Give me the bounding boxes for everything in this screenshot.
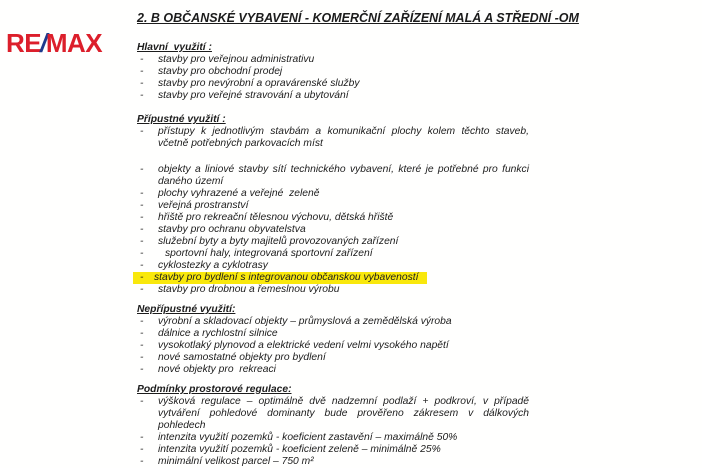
list-item: [137, 444, 529, 456]
list-item: [137, 248, 529, 260]
bullet-dash: -: [140, 272, 144, 283]
item-text: výšková regulace – optimálně dvě nadzemní podlaží + podkroví, v případě vytváření pohledové dominanty bude prověřeno zákresem v dálkových pohledech: [158, 396, 529, 431]
bullet-dash: -: [140, 328, 144, 339]
section: [137, 114, 529, 296]
item-text: intenzita využití pozemků - koeficient zeleně – minimálně 25%: [158, 444, 441, 455]
item-text: minimální velikost parcel – 750 m²: [158, 456, 314, 467]
item-text: stavby pro drobnou a řemeslnou výrobu: [158, 284, 340, 295]
section: [137, 384, 529, 468]
item-text: plochy vyhrazené a veřejné zeleně: [158, 188, 320, 199]
list-item: [137, 284, 529, 296]
bullet-dash: -: [140, 200, 144, 211]
list-item: [137, 200, 529, 212]
bullet-dash: -: [140, 236, 144, 247]
list-item: [137, 188, 529, 200]
item-text: cyklostezky a cyklotrasy: [158, 260, 268, 271]
bullet-dash: -: [140, 126, 144, 137]
item-text: hřiště pro rekreační tělesnou výchovu, dětská hřiště: [158, 212, 394, 223]
item-text: dálnice a rychlostní silnice: [158, 328, 278, 339]
bullet-dash: -: [140, 248, 144, 259]
bullet-dash: -: [140, 224, 144, 235]
item-text: stavby pro bydlení s integrovanou občanskou vybaveností: [154, 272, 419, 283]
bullet-dash: -: [140, 284, 144, 295]
list-item: [137, 328, 529, 340]
sections: [137, 42, 529, 468]
bullet-dash: -: [140, 164, 144, 175]
list-item: [137, 236, 529, 248]
bullet-dash: -: [140, 340, 144, 351]
section-heading: Přípustné využití :: [137, 114, 226, 125]
list-item: [137, 90, 529, 102]
list-item: [137, 54, 529, 66]
item-text: stavby pro ochranu obyvatelstva: [158, 224, 306, 235]
item-text: veřejná prostranství: [158, 200, 249, 211]
list-item: [137, 396, 529, 432]
section-items: [137, 316, 529, 376]
section-items: [137, 126, 529, 296]
document-content: [137, 10, 579, 468]
list-item: [137, 260, 529, 272]
bullet-dash: -: [140, 188, 144, 199]
list-item: [137, 340, 529, 352]
section-items: [137, 54, 529, 102]
section: [137, 304, 529, 376]
bullet-dash: -: [140, 444, 144, 455]
bullet-dash: -: [140, 396, 144, 407]
logo-text-re: RE: [6, 28, 42, 58]
list-item: [137, 78, 529, 90]
section-heading: Podmínky prostorové regulace:: [137, 384, 292, 395]
item-text: objekty a liniové stavby sítí technického vybavení, které je potřebné pro funkci daného území: [158, 164, 529, 187]
list-item: [137, 352, 529, 364]
section: [137, 42, 529, 102]
list-item: [133, 272, 427, 284]
list-item: [137, 212, 529, 224]
bullet-dash: -: [140, 78, 144, 89]
bullet-dash: -: [140, 352, 144, 363]
item-text: vysokotlaký plynovod a elektrické vedení velmi vysokého napětí: [158, 340, 449, 351]
item-text: stavby pro veřejné stravování a ubytování: [158, 90, 349, 101]
bullet-dash: -: [140, 90, 144, 101]
item-text: stavby pro obchodní prodej: [158, 66, 283, 77]
bullet-dash: -: [140, 54, 144, 65]
page-title: 2. B OBČANSKÉ VYBAVENÍ - KOMERČNÍ ZAŘÍZENÍ MALÁ A STŘEDNÍ -OM: [137, 11, 579, 25]
bullet-dash: -: [140, 212, 144, 223]
bullet-dash: -: [140, 456, 144, 467]
item-text: výrobní a skladovací objekty – průmyslová a zemědělská výroba: [158, 316, 452, 327]
list-item: [137, 316, 529, 328]
section-heading: Nepřípustné využití:: [137, 304, 236, 315]
item-text: služební byty a byty majitelů provozovaných zařízení: [158, 236, 399, 247]
item-text: sportovní haly, integrovaná sportovní zařízení: [165, 248, 373, 259]
list-item: [137, 126, 529, 150]
list-item: [137, 66, 529, 78]
list-item: [137, 364, 529, 376]
logo-slash-icon: /: [40, 28, 47, 58]
bullet-dash: -: [140, 364, 144, 375]
bullet-dash: -: [140, 432, 144, 443]
section-items: [137, 396, 529, 468]
bullet-dash: -: [140, 66, 144, 77]
item-text: stavby pro nevýrobní a opravárenské služby: [158, 78, 360, 89]
logo-text-max: MAX: [45, 28, 103, 58]
item-text: nové samostatné objekty pro bydlení: [158, 352, 326, 363]
item-text: stavby pro veřejnou administrativu: [158, 54, 315, 65]
remax-logo: [6, 29, 102, 57]
list-item: [137, 456, 529, 468]
item-text: nové objekty pro rekreaci: [158, 364, 276, 375]
list-item: [137, 164, 529, 188]
bullet-dash: -: [140, 316, 144, 327]
bullet-dash: -: [140, 260, 144, 271]
item-text: intenzita využití pozemků - koeficient zastavění – maximálně 50%: [158, 432, 458, 443]
item-text: přístupy k jednotlivým stavbám a komunikační plochy kolem těchto staveb, včetně potřebných parkovacích míst: [158, 126, 529, 149]
section-heading: Hlavní využití :: [137, 42, 212, 53]
list-item: [137, 224, 529, 236]
list-item: [137, 432, 529, 444]
